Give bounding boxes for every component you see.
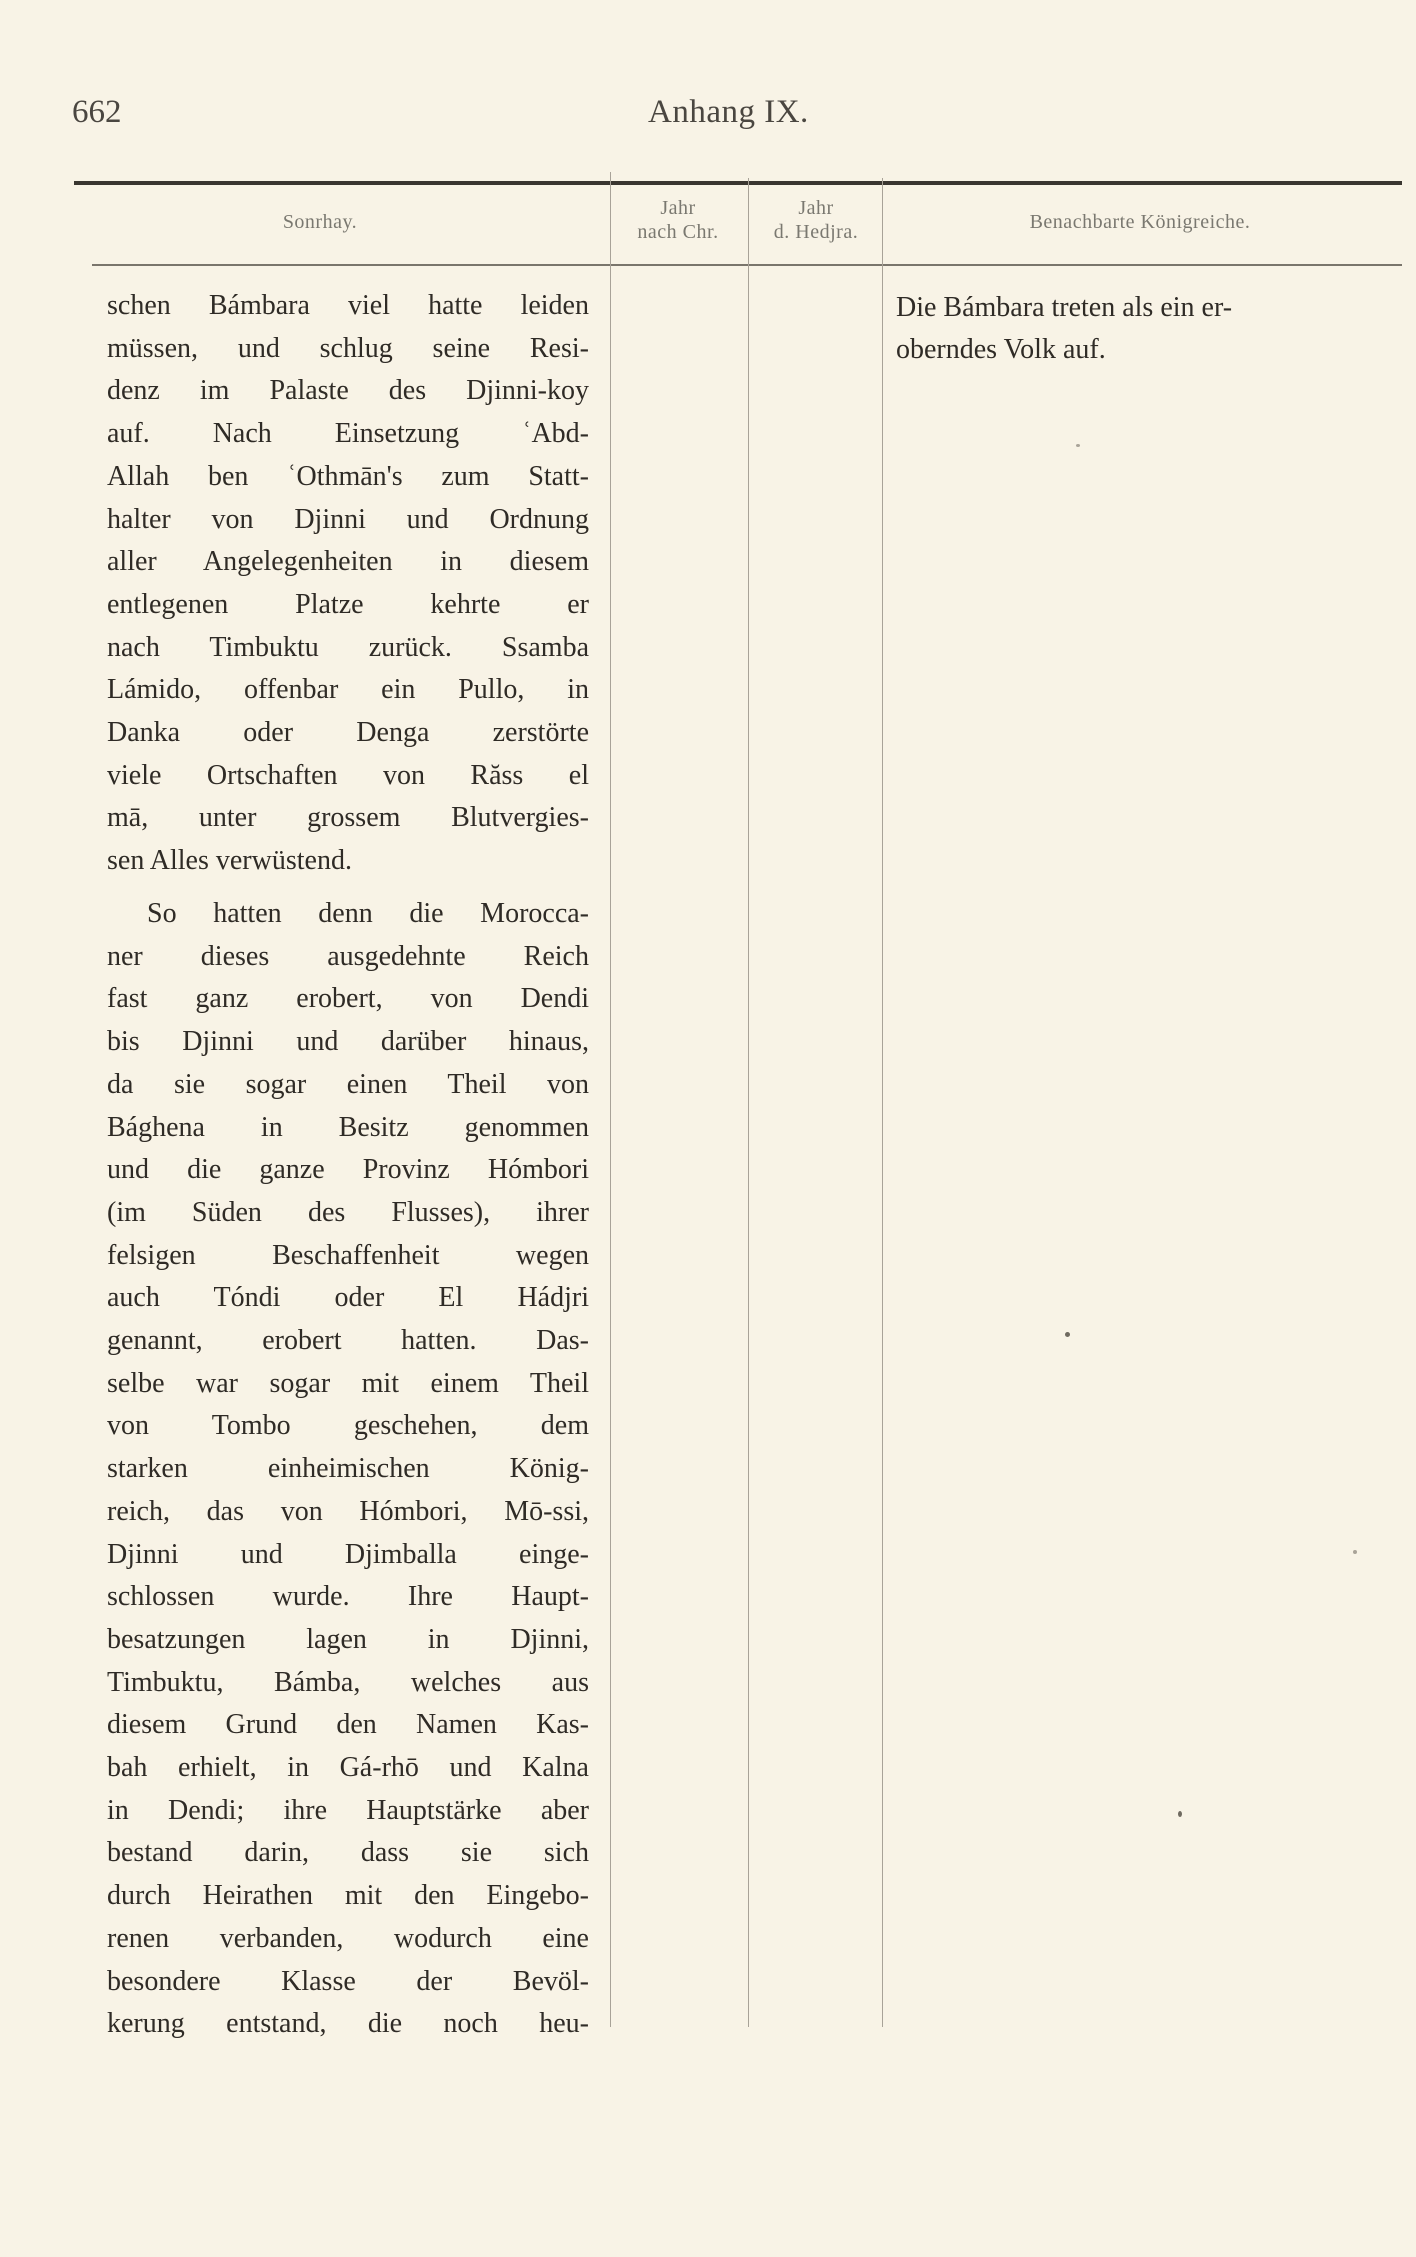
text-line: da sie sogar einen Theil von [107,1068,589,1100]
text-line: nach Timbuktu zurück. Ssamba [107,631,589,663]
column-header-year-hijra: Jahr d. Hedjra. [773,197,859,243]
text-line: Allah ben ʿOthmān's zum Statt- [107,460,589,492]
text-line: besondere Klasse der Bevöl- [107,1965,589,1997]
text-line: von Tombo geschehen, dem [107,1410,589,1442]
text-line: besatzungen lagen in Djinni, [107,1623,589,1655]
text-line: Danka oder Denga zerstörte [107,717,589,749]
text-line: Die Bámbara treten als ein er- [896,292,1233,323]
header-rule [92,264,1402,266]
text-line: mā, unter grossem Blutvergies- [107,802,589,834]
column-divider-3 [882,178,883,2027]
text-line: (im Süden des Flusses), ihrer [107,1196,589,1228]
column-header-neighboring-kingdoms: Benachbarte Königreiche. [1029,211,1251,233]
text-line: starken einheimischen König- [107,1453,589,1485]
ink-speck [1065,1332,1070,1337]
text-line: genannt, erobert hatten. Das- [107,1325,589,1357]
text-line: renen verbanden, wodurch eine [107,1922,589,1954]
text-line: fast ganz erobert, von Dendi [107,983,589,1015]
text-line: schlossen wurde. Ihre Haupt- [107,1581,589,1613]
text-line: durch Heirathen mit den Eingebo- [107,1880,589,1912]
text-line: bestand darin, dass sie sich [107,1837,589,1869]
side-column-text [896,287,1406,371]
text-line: denz im Palaste des Djinni-koy [107,375,589,407]
text-line: So hatten denn die Morocca- [147,898,589,929]
text-line: kerung entstand, die noch heu- [107,2008,589,2040]
text-line: Bághena in Besitz genommen [107,1111,589,1143]
text-line: aller Angelegenheiten in diesem [107,546,589,578]
top-rule [74,181,1402,185]
text-line: halter von Djinni und Ordnung [107,503,589,535]
text-line: in Dendi; ihre Hauptstärke aber [107,1794,589,1826]
text-line: Djinni und Djimballa einge- [107,1538,589,1570]
text-line: Timbuktu, Bámba, welches aus [107,1666,589,1698]
text-line: felsigen Beschaffenheit wegen [107,1239,589,1271]
text-line: bah erhielt, in Gá-rhō und Kalna [107,1752,589,1784]
main-text-paragraph-2 [107,893,589,2046]
column-divider-1 [610,172,611,2027]
ink-speck [1076,444,1080,447]
text-line: müssen, und schlug seine Resi- [107,332,589,364]
column-header-sonrhay: Sonrhay. [282,211,358,233]
column-divider-2 [748,178,749,2027]
text-line: viele Ortschaften von Răss el [107,759,589,791]
text-line: selbe war sogar mit einem Theil [107,1367,589,1399]
text-line: oberndes Volk auf. [896,334,1106,365]
ink-speck [1178,1811,1182,1817]
text-line: ner dieses ausgedehnte Reich [107,940,589,972]
text-line: diesem Grund den Namen Kas- [107,1709,589,1741]
main-text-paragraph-1 [107,285,589,883]
text-line: reich, das von Hómbori, Mō-ssi, [107,1495,589,1527]
text-line: und die ganze Provinz Hómbori [107,1154,589,1186]
text-line: sen Alles verwüstend. [107,845,352,877]
column-header-year-ad: Jahr nach Chr. [637,197,719,243]
text-line: schen Bámbara viel hatte leiden [107,290,589,321]
running-title: Anhang IX. [648,94,809,130]
text-line: entlegenen Platze kehrte er [107,588,589,620]
text-line: auf. Nach Einsetzung ʿAbd- [107,418,589,450]
text-line: auch Tóndi oder El Hádjri [107,1282,589,1314]
text-line: bis Djinni und darüber hinaus, [107,1026,589,1058]
ink-speck [1353,1550,1357,1554]
text-line: Lámido, offenbar ein Pullo, in [107,674,589,706]
page-number: 662 [72,94,122,130]
